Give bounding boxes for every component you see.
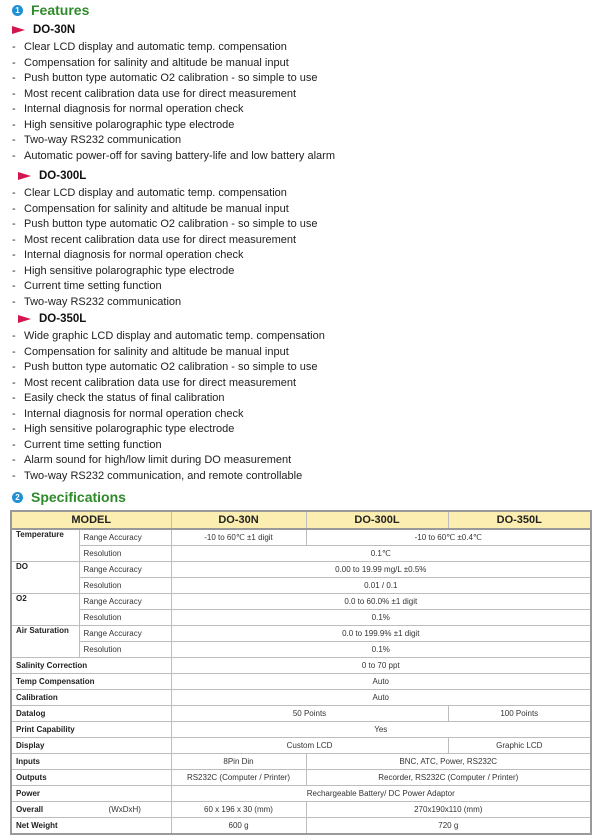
cell-value: BNC, ATC, Power, RS232C <box>306 754 591 770</box>
row-label: Calibration <box>11 690 171 706</box>
list-item: - Alarm sound for high/low limit during DO measurement <box>12 453 325 469</box>
list-item: - Easily check the status of final calibration <box>12 391 325 407</box>
list-item: - Internal diagnosis for normal operation check <box>12 102 335 118</box>
table-row <box>11 706 591 722</box>
list-item: - Two-way RS232 communication, and remote controllable <box>12 469 325 485</box>
feature-list-do-350l <box>12 329 325 484</box>
table-header-row <box>11 511 591 529</box>
cell-value: 720 g <box>306 818 591 835</box>
specifications-heading <box>12 489 126 505</box>
cell-value: 50 Points <box>171 706 448 722</box>
list-item: - Most recent calibration data use for direct measurement <box>12 87 335 103</box>
list-item: - Push button type automatic O2 calibration - so simple to use <box>12 360 325 376</box>
arrow-icon <box>18 172 31 180</box>
row-label: Outputs <box>11 770 171 786</box>
list-item: - Compensation for salinity and altitude be manual input <box>12 56 335 72</box>
list-item: - Push button type automatic O2 calibration - so simple to use <box>12 71 335 87</box>
features-title: Features <box>31 2 90 18</box>
row-label: DO <box>11 562 79 594</box>
list-item: - Compensation for salinity and altitude be manual input <box>12 202 318 218</box>
table-row <box>11 722 591 738</box>
cell-value: Auto <box>171 674 591 690</box>
cell-value: Auto <box>171 690 591 706</box>
row-sublabel: Resolution <box>79 642 171 658</box>
row-label: Power <box>11 786 171 802</box>
row-label: Datalog <box>11 706 171 722</box>
row-sublabel: Resolution <box>79 578 171 594</box>
model-heading-do-350l <box>18 313 86 325</box>
list-item: - High sensitive polarographic type electrode <box>12 422 325 438</box>
cell-value: 0.0 to 60.0% ±1 digit <box>171 594 591 610</box>
table-row <box>11 818 591 835</box>
table-row <box>11 610 591 626</box>
specifications-title: Specifications <box>31 489 126 505</box>
cell-value: 270x190x110 (mm) <box>306 802 591 818</box>
row-label: Overall <box>11 802 79 818</box>
cell-value: 0.0 to 199.9% ±1 digit <box>171 626 591 642</box>
cell-value: 0.00 to 19.99 mg/L ±0.5% <box>171 562 591 578</box>
row-sublabel: Resolution <box>79 546 171 562</box>
row-label: Salinity Correction <box>11 658 171 674</box>
table-row <box>11 738 591 754</box>
table-row <box>11 642 591 658</box>
list-item: - Clear LCD display and automatic temp. compensation <box>12 40 335 56</box>
header-do-300l: DO-300L <box>306 511 448 529</box>
cell-value: 60 x 196 x 30 (mm) <box>171 802 306 818</box>
list-item: - Clear LCD display and automatic temp. compensation <box>12 186 318 202</box>
arrow-icon <box>12 26 25 34</box>
cell-value: 600 g <box>171 818 306 835</box>
table-row <box>11 770 591 786</box>
cell-value: Recorder, RS232C (Computer / Printer) <box>306 770 591 786</box>
feature-list-do-30n <box>12 40 335 164</box>
cell-value: RS232C (Computer / Printer) <box>171 770 306 786</box>
number-two-icon: 2 <box>12 492 23 503</box>
cell-value: 0.01 / 0.1 <box>171 578 591 594</box>
list-item: - Current time setting function <box>12 279 318 295</box>
table-row <box>11 546 591 562</box>
table-row <box>11 658 591 674</box>
features-heading <box>12 2 89 18</box>
list-item: - Current time setting function <box>12 438 325 454</box>
list-item: - Internal diagnosis for normal operation check <box>12 248 318 264</box>
cell-value: 8Pin Din <box>171 754 306 770</box>
cell-value: Rechargeable Battery/ DC Power Adaptor <box>171 786 591 802</box>
table-row <box>11 674 591 690</box>
header-do-350l: DO-350L <box>448 511 591 529</box>
cell-value: Graphic LCD <box>448 738 591 754</box>
row-sublabel: Range Accuracy <box>79 626 171 642</box>
row-sublabel: Range Accuracy <box>79 562 171 578</box>
list-item: - Internal diagnosis for normal operation check <box>12 407 325 423</box>
table-row <box>11 578 591 594</box>
model-name: DO-30N <box>33 24 76 36</box>
row-sublabel: Range Accuracy <box>79 594 171 610</box>
cell-value: 0.1℃ <box>171 546 591 562</box>
model-name: DO-300L <box>39 170 87 182</box>
cell-value: 0.1% <box>171 642 591 658</box>
cell-value: Yes <box>171 722 591 738</box>
list-item: - Push button type automatic O2 calibration - so simple to use <box>12 217 318 233</box>
row-label: Temp Compensation <box>11 674 171 690</box>
row-label: Air Saturation <box>11 626 79 658</box>
list-item: - High sensitive polarographic type electrode <box>12 118 335 134</box>
list-item: - Compensation for salinity and altitude be manual input <box>12 345 325 361</box>
list-item: - Most recent calibration data use for direct measurement <box>12 233 318 249</box>
model-name: DO-350L <box>39 313 87 325</box>
table-row <box>11 690 591 706</box>
list-item: - Two-way RS232 communication <box>12 133 335 149</box>
table-row <box>11 594 591 610</box>
table-row <box>11 754 591 770</box>
feature-list-do-300l <box>12 186 318 310</box>
header-do-30n: DO-30N <box>171 511 306 529</box>
row-label: Print Capability <box>11 722 171 738</box>
cell-value: 0 to 70 ppt <box>171 658 591 674</box>
list-item: - Wide graphic LCD display and automatic temp. compensation <box>12 329 325 345</box>
arrow-icon <box>18 315 31 323</box>
row-sublabel: Range Accuracy <box>79 529 171 546</box>
table-row <box>11 626 591 642</box>
row-unit: (WxDxH) <box>79 802 171 818</box>
table-row <box>11 802 591 818</box>
table-row <box>11 529 591 546</box>
table-row <box>11 786 591 802</box>
number-one-icon: 1 <box>12 5 23 16</box>
cell-value: 0.1% <box>171 610 591 626</box>
row-sublabel: Resolution <box>79 610 171 626</box>
specifications-table <box>10 510 592 835</box>
list-item: - Two-way RS232 communication <box>12 295 318 311</box>
row-label: Net Weight <box>11 818 171 835</box>
list-item: - Automatic power-off for saving battery-life and low battery alarm <box>12 149 335 165</box>
model-heading-do-300l <box>18 170 86 182</box>
list-item: - High sensitive polarographic type electrode <box>12 264 318 280</box>
list-item: - Most recent calibration data use for direct measurement <box>12 376 325 392</box>
model-heading-do-30n <box>12 24 75 36</box>
table-row <box>11 562 591 578</box>
cell-value: Custom LCD <box>171 738 448 754</box>
header-model: MODEL <box>11 511 171 529</box>
row-label: Temperature <box>11 529 79 562</box>
row-label: O2 <box>11 594 79 626</box>
cell-value: 100 Points <box>448 706 591 722</box>
cell-value: -10 to 60℃ ±1 digit <box>171 529 306 546</box>
cell-value: -10 to 60℃ ±0.4℃ <box>306 529 591 546</box>
row-label: Display <box>11 738 171 754</box>
row-label: Inputs <box>11 754 171 770</box>
